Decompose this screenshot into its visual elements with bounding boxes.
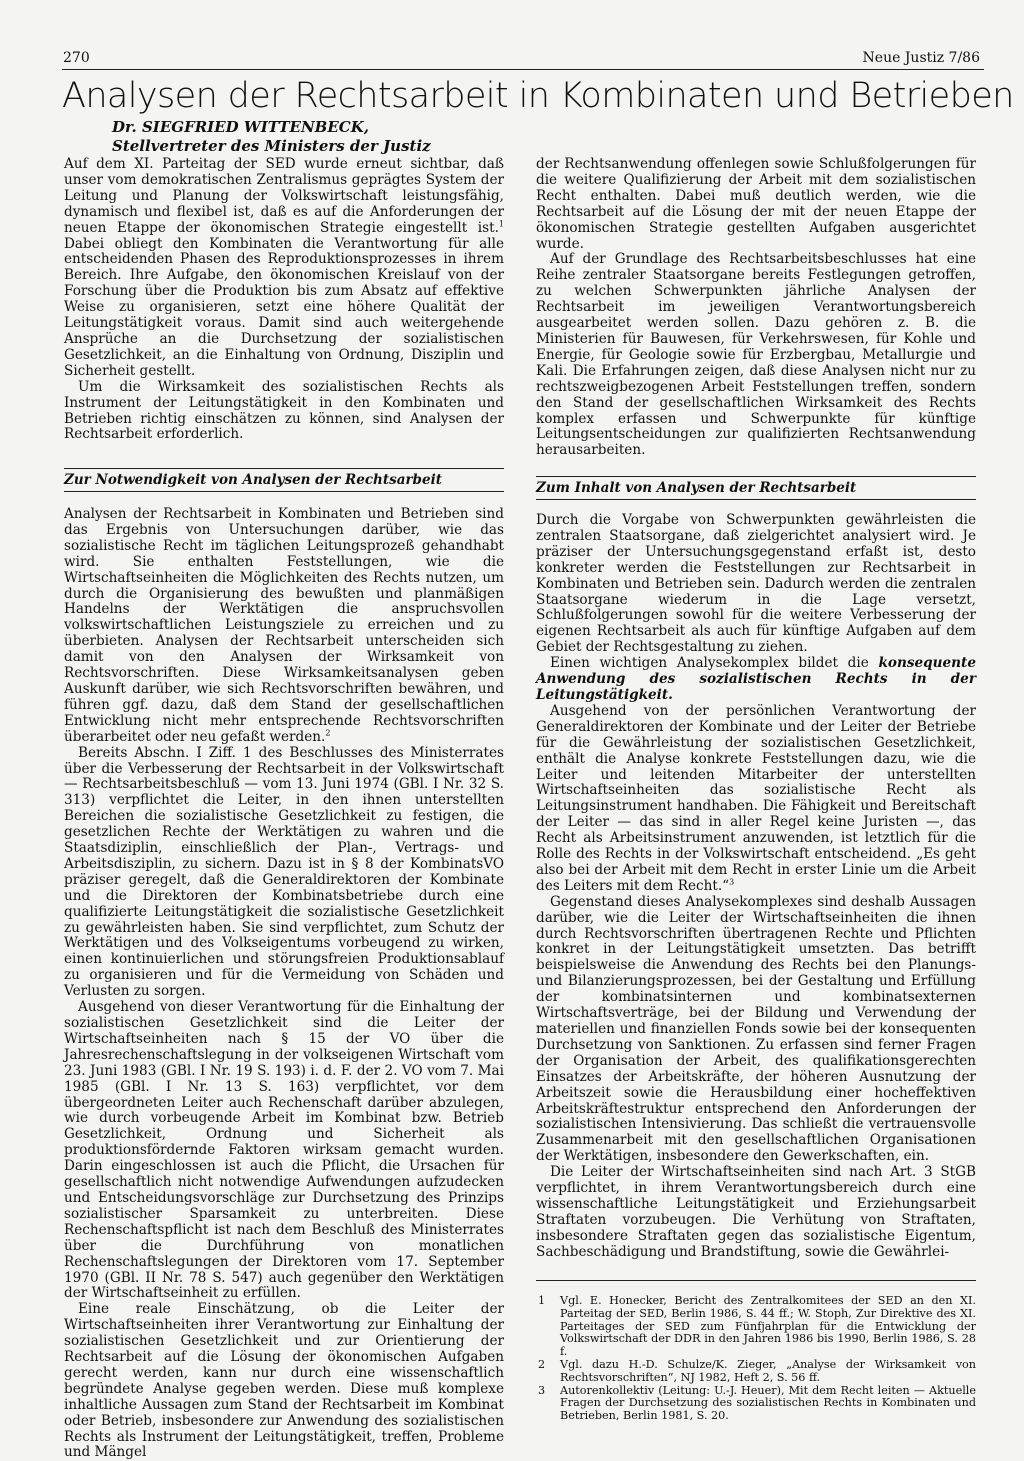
footnote-text: Vgl. E. Honecker, Bericht des Zentralkomitees der SED an den XI. Parteitag der SED, Berlin 1986, S. 44 ff.; W. Stoph, Zur Direktive des XI. Parteitages der SED zum Fünfjahrplan für die Entwicklung der Volkswirtschaft der DDR in den Jahren 1986 bis 1990, Berlin 1986, S. 28 f. [560,1294,976,1359]
section2-paragraph [536,704,976,895]
section2-column [536,513,976,1261]
section1-column [64,507,504,1461]
intro-right-paragraph: Auf der Grundlage des Rechtsarbeitsbeschlusses hat eine Reihe zentraler Staatsorgane bereits Festlegungen getroffen, zu welchen Schwerpunkten jährliche Analysen der Rechtsarbeit im jeweiligen Verantwortungsbereich ausgearbeitet werden sollen. Dazu gehören z. B. die Ministerien für Bauwesen, für Verkehrswesen, für Kohle und Energie, für Geologie sowie für Erzbergbau, Metallurgie und Kali. Die Erfahrungen zeigen, daß diese Analysen nicht nur zu rechtszweigbezogenen Arbeit Feststellungen treffen, sondern den Stand der gesellschaftlichen Wirksamkeit des Rechts komplex erfassen und Schwerpunkte für künftige Leitungsentscheidungen zur qualifizierten Rechtsanwendung herausarbeiten. [536,251,976,459]
footnote-number: 1 [538,1294,546,1307]
author-role: Stellvertreter des Ministers der Justiz [112,137,431,155]
intro-paragraph [64,157,504,380]
page-number: 270 [63,50,90,66]
footnotes [536,1280,976,1423]
byline [112,118,431,156]
section2-paragraph [536,656,976,704]
section1-text: Analysen der Rechtsarbeit in Kombinaten und Betrieben sind das Ergebnis von Untersuchungen darüber, wie das sozialistische Recht im täglichen Leitungsprozeß gehandhabt wird. Sie enthalten Feststellungen, wie die Wirtschaftseinheiten die Möglichkeiten des Rechts nutzen, um durch die Organisierung des bewußten und planmäßigen Handelns der Werktätigen die anspruchsvollen volkswirtschaftlichen Leistungsziele zu erreichen und zu überbieten. Analysen der Rechtsarbeit unterscheiden sich damit von den Analysen der Wirksamkeit von Rechtsvorschriften. Diese Wirksamkeitsanalysen geben Auskunft darüber, wie sich Rechtsvorschriften bewähren, und führen ggf. dazu, daß dem Stand der gesellschaftlichen Entwicklung nicht mehr entsprechende Rechtsvorschriften überarbeitet oder neu gefaßt werden. [64,506,504,745]
intro-right-column [536,157,976,459]
journal-reference: Neue Justiz 7/86 [862,50,980,66]
section2-paragraph: Gegenstand dieses Analysekomplexes sind deshalb Aussagen darüber, wie die Leiter der Wirtschaftseinheiten die ihnen durch Rechtsvorschriften übertragenen Rechte und Pflichten konkret in der Leitungstätigkeit umsetzten. Das betrifft beispielsweise die Anwendung des Rechts bei den Planungs- und Bilanzierungsprozessen, bei der Gestaltung und Erfüllung der kombinatsinternen und kombinatsexternen Wirtschaftsverträge, bei der Bildung und Verwendung der materiellen und finanziellen Fonds sowie bei der konsequenten Durchsetzung von Sanktionen. Zu erfassen sind ferner Fragen der Organisation der Arbeit, des qualifikationsgerechten Einsatzes der Arbeitskräfte, der höheren Ausnutzung der Arbeitszeit sowie die Herausbildung einer hocheffektiven Arbeitskräftestruktur entsprechend den Anforderungen der sozialistischen Intensivierung. Das schließt die vertrauensvolle Zusammenarbeit mit den gesellschaftlichen Organisationen der Werktätigen, insbesondere den Gewerkschaften, ein. [536,893,976,1165]
intro-text-cont: Dabei obliegt den Kombinaten die Verantwortung für alle entscheidenden Phasen des Reproduktionsprozesses in ihrem Bereich. Ihre Aufgabe, den ökonomischen Kreislauf von der Forschung über die Produktion bis zum Absatz auf effektive Weise zu organisieren, setzt eine höhere Qualität der Leitungstätigkeit voraus. Damit sind auch weitergehende Ansprüche an die Durchsetzung der sozialistischen Gesetzlichkeit, an die Einhaltung von Ordnung, Disziplin und Sicherheit gestellt. [64,235,504,379]
intro-text: Auf dem XI. Parteitag der SED wurde erneut sichtbar, daß unser vom demokratischen Zentralismus geprägtes System der Leitung und Planung der Volkswirtschaft leistungsfähig, dynamisch und flexibel ist, daß es auf die Anforderungen der neuen Etappe der ökonomischen Strategie eingestellt ist. [64,156,504,236]
intro-left-column [64,157,504,443]
footnote-number: 3 [538,1383,546,1397]
section2-paragraph: Die Leiter der Wirtschaftseinheiten sind nach Art. 3 StGB verpflichtet, in ihrem Verantwortungsbereich durch eine wissenschaftliche Leitungstätigkeit und Erziehungsarbeit Straftaten vorzubeugen. Die Verhütung von Straftaten, insbesondere Straftaten gegen das sozialistische Eigentum, Sachbeschädigung und Brandstiftung, sowie die Gewährlei- [536,1164,976,1260]
section2-paragraph: Durch die Vorgabe von Schwerpunkten gewährleisten die zentralen Staatsorgane, daß zielgerichtet analysiert wird. Je präziser der Untersuchungsgegenstand erfaßt ist, desto konkreter werden die Feststellungen zur Rechtsarbeit in Kombinaten und Betrieben sein. Dadurch werden die zentralen Staatsorgane wiederum in die Lage versetzt, Schlußfolgerungen sowohl für die weitere Verbesserung der eigenen Rechtsarbeit als auch für künftige Aufgaben auf dem Gebiet der Rechtsgestaltung zu ziehen. [536,512,976,656]
section2-text: Einen wichtigen Analysekomplex bildet die [550,655,879,672]
header-rule [62,69,984,70]
section1-paragraph: Ausgehend von dieser Verantwortung für die Einhaltung der sozialistischen Gesetzlichkeit sind die Leiter der Wirtschaftseinheiten nach § 15 der VO über die Jahresrechenschaftslegung in der volkseigenen Wirtschaft vom 23. Juni 1983 (GBl. I Nr. 19 S. 193) i. d. F. der 2. VO vom 7. Mai 1985 (GBl. I Nr. 13 S. 163) verpflichtet, vor dem übergeordneten Leiter auch Rechenschaft darüber abzulegen, wie durch vorbeugende Arbeit im Kombinat bzw. Betrieb Gesetzlichkeit, Ordnung und Sicherheit als produktionsfördernde Faktoren wirksam gemacht wurden. Darin eingeschlossen ist auch die Pflicht, die Ursachen für gesellschaftlich nicht notwendige Aufwendungen aufzudecken und Entscheidungsvorschläge zur Durchsetzung des Prinzips sozialistischer Sparsamkeit zu unterbreiten. Diese Rechenschaftspflicht ist nach dem Beschluß des Ministerrates über die Durchführung von monatlichen Rechenschaftslegungen der Direktoren vom 17. September 1970 (GBl. II Nr. 78 S. 547) auch gegenüber den Werktätigen der Wirtschaftseinheit zu erfüllen. [64,999,504,1302]
section1-paragraph: Bereits Abschn. I Ziff. 1 des Beschlusses des Ministerrates über die Verbesserung der Rechtsarbeit in der Volkswirtschaft — Rechtsarbeitsbeschluß — vom 13. Juni 1974 (GBl. I Nr. 32 S. 313) verpflichtet die Leiter, in den ihnen unterstellten Bereichen die sozialistische Gesetzlichkeit zu festigen, die gesetzlichen Rechte der Werktätigen zu wahren und die Staatsdiziplin, einschließlich der Plan-, Vertrags- und Arbeitsdisziplin, zu sichern. Dazu ist in § 8 der KombinatsVO präziser geregelt, daß die Generaldirektoren der Kombinate und die Direktoren der Kombinatsbetriebe durch eine qualifizierte Leitungstätigkeit die sozialistische Gesetzlichkeit zu gewährleisten haben. Sie sind verpflichtet, zum Schutz der Werktätigen und des Volkseigentums vorbeugend zu wirken, einen kontinuierlichen und störungsfreien Produktionsablauf zu organisieren und für die Vermeidung von Schäden und Verlusten zu sorgen. [64,744,504,1000]
emphasis-text: konsequente Anwendung des sozialistischen Rechts in der Leitungstätigkeit. [536,655,976,703]
article-title: Analysen der Rechtsarbeit in Kombinaten und Betrieben [62,76,1014,116]
section-heading-content: Zum Inhalt von Analysen der Rechtsarbeit [536,476,976,500]
footnote-ref: 2 [325,728,331,738]
section1-paragraph: Eine reale Einschätzung, ob die Leiter der Wirtschaftseinheiten ihrer Verantwortung zur Einhaltung der sozialistischen Gesetzlichkeit und zur Orientierung der Rechtsarbeit auf die Lösung der ökonomischen Aufgaben gerecht werden, kann nur durch eine wissenschaftlich begründete Analyse gegeben werden. Diese muß komplexe inhaltliche Aussagen zum Stand der Rechtsarbeit im Kombinat oder Betrieb, insbesondere zur Anwendung des sozialistischen Rechts als Instrument der Leitungstätigkeit, treffen, Probleme und Mängel [64,1301,504,1461]
footnote [536,1359,976,1385]
section2-text: Ausgehend von der persönlichen Verantwortung der Generaldirektoren der Kombinate und der Leiter der Betriebe für die Gewährleistung der sozialistischen Gesetzlichkeit, enthält die Analyse konkrete Feststellungen dazu, wie die Leiter und leitenden Mitarbeiter der unterstellten Wirtschaftseinheiten das sozialistische Recht als Leitungsinstrument handhaben. Die Fähigkeit und Bereitschaft der Leiter — das sind in aller Regel keine Juristen —, das Recht als Arbeitsinstrument anzuwenden, ist letztlich für die Rolle des Rechts in der Volkswirtschaft entscheidend. „Es geht also bei der Arbeit mit dem Recht in erster Linie um die Arbeit des Leiters mit dem Recht.“ [536,702,976,894]
intro-right-paragraph: der Rechtsanwendung offenlegen sowie Schlußfolgerungen für die weitere Qualifizierung der Arbeit mit dem sozialistischen Recht enthalten. Dabei muß deutlich werden, wie die Rechtsarbeit auf die Lösung der mit der neuen Etappe der ökonomischen Strategie gestellten Aufgaben ausgerichtet wurde. [536,156,976,252]
author-name: Dr. SIEGFRIED WITTENBECK, [112,118,369,136]
footnote-ref: 3 [729,877,735,887]
footnote-text: Vgl. dazu H.-D. Schulze/K. Zieger, „Analyse der Wirksamkeit von Rechtsvorschriften“, NJ 1982, Heft 2, S. 56 ff. [560,1357,976,1384]
section-heading-necessity: Zur Notwendigkeit von Analysen der Rechtsarbeit [64,468,504,492]
footnote [536,1385,976,1423]
section1-paragraph [64,507,504,746]
footnote [536,1295,976,1359]
intro-paragraph: Um die Wirksamkeit des sozialistischen Rechts als Instrument der Leitungstätigkeit in den Kombinaten und Betrieben richtig einschätzen zu können, sind Analysen der Rechtsarbeit erforderlich. [64,378,504,443]
footnote-number: 2 [538,1357,546,1371]
footnote-ref: 1 [498,219,504,229]
footnote-text: Autorenkollektiv (Leitung: U.-J. Heuer), Mit dem Recht leiten — Aktuelle Fragen der Durchsetzung des sozialistischen Rechts in Kombinaten und Betrieben, Berlin 1981, S. 20. [560,1383,976,1423]
